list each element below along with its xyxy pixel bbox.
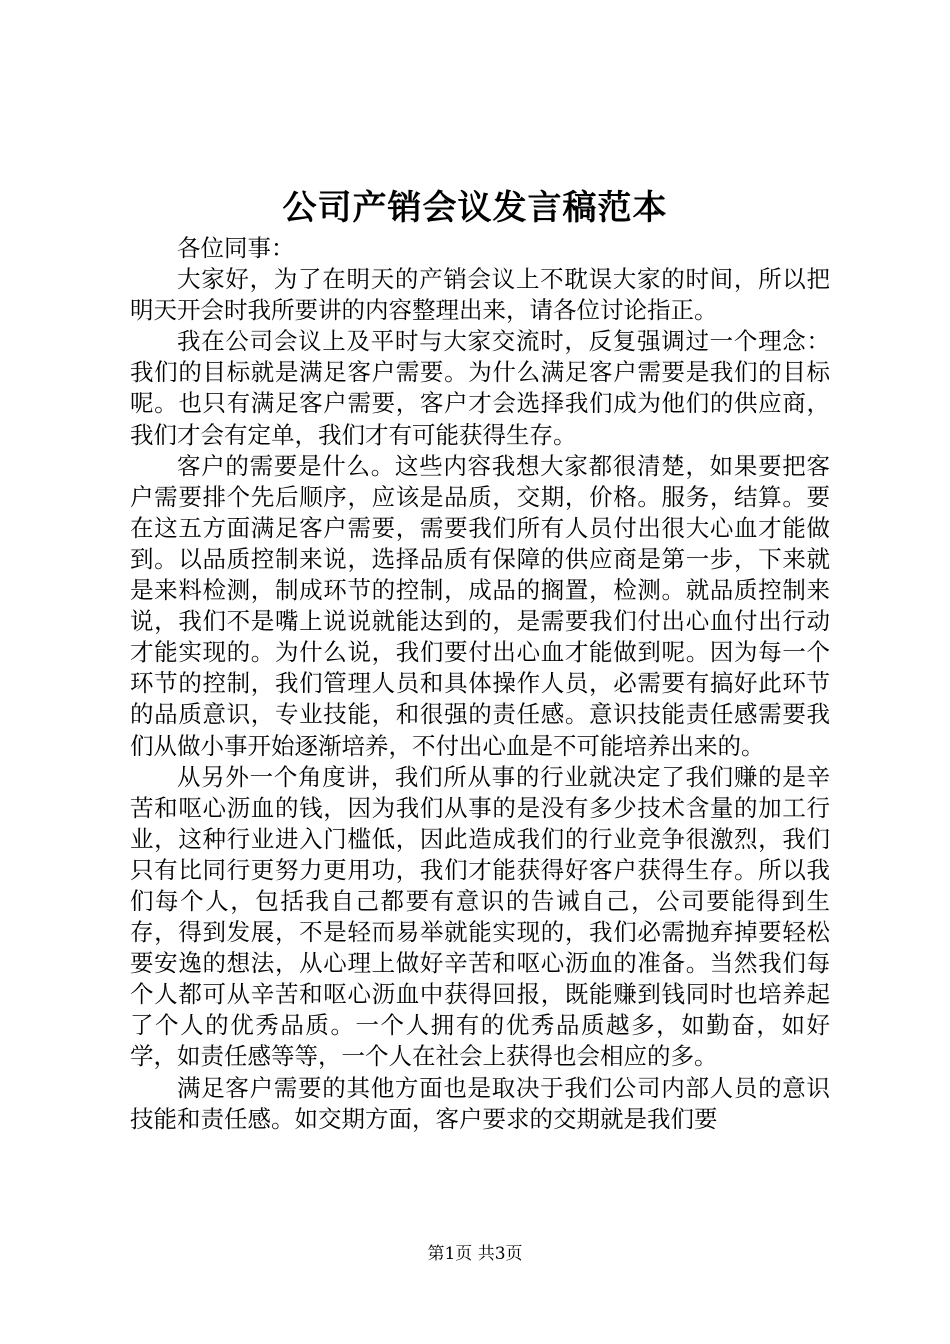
salutation-paragraph: 各位同事：: [177, 234, 295, 262]
body-paragraph: 我在公司会议上及平时与大家交流时，反复强调过一个理念：我们的目标就是满足客户需要。为什么满足客户需要是我们的目标呢。也只有满足客户需要，客户才会选择我们成为他们的供应商，我们才会有定单，我们才有可能获得生存。: [130, 327, 830, 449]
body-paragraph: 大家好，为了在明天的产销会议上不耽误大家的时间，所以把明天开会时我所要讲的内容整理出来，请各位讨论指正。: [130, 265, 830, 325]
page-number: 第1页 共3页: [427, 1244, 523, 1264]
body-paragraph: 满足客户需要的其他方面也是取决于我们公司内部人员的意识技能和责任感。如交期方面，客户要求的交期就是我们要: [130, 1073, 830, 1133]
body-paragraph: 从另外一个角度讲，我们所从事的行业就决定了我们赚的是辛苦和呕心沥血的钱，因为我们从事的是没有多少技术含量的加工行业，这种行业进入门槛低，因此造成我们的行业竞争很激烈，我们只有比同行更努力更用功，我们才能获得好客户获得生存。所以我们每个人，包括我自己都要有意识的告诫自己，公司要能得到生存，得到发展，不是轻而易举就能实现的，我们必需抛弃掉要轻松要安逸的想法，从心理上做好辛苦和呕心沥血的准备。当然我们每个人都可从辛苦和呕心沥血中获得回报，既能赚到钱同时也培养起了个人的优秀品质。一个人拥有的优秀品质越多，如勤奋，如好学，如责任感等等，一个人在社会上获得也会相应的多。: [130, 762, 830, 1071]
body-paragraph: 客户的需要是什么。这些内容我想大家都很清楚，如果要把客户需要排个先后顺序，应该是品质，交期，价格。服务，结算。要在这五方面满足客户需要，需要我们所有人员付出很大心血才能做到。以品质控制来说，选择品质有保障的供应商是第一步，下来就是来料检测，制成环节的控制，成品的搁置，检测。就品质控制来说，我们不是嘴上说说就能达到的，是需要我们付出心血付出行动才能实现的。为什么说，我们要付出心血才能做到呢。因为每一个环节的控制，我们管理人员和具体操作人员，必需要有搞好此环节的品质意识，专业技能，和很强的责任感。意识技能责任感需要我们从做小事开始逐渐培养，不付出心血是不可能培养出来的。: [130, 451, 830, 760]
document-body: [130, 233, 830, 1135]
document-title: 公司产销会议发言稿范本: [282, 188, 668, 228]
